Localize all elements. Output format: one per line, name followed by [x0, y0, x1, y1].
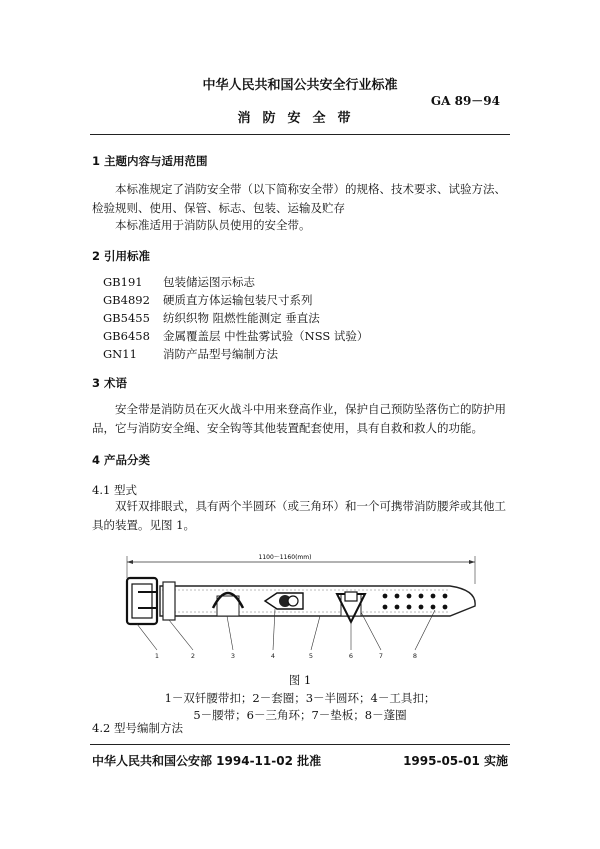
subsection-4-2-heading: 4.2 型号编制方法 — [92, 721, 183, 735]
callout-number: 7 — [378, 652, 384, 660]
reference-code: GB5455 — [103, 311, 150, 325]
reference-code: GN11 — [103, 347, 137, 361]
section-3-heading: 3 术语 — [92, 376, 128, 390]
figure-1-belt-drawing — [105, 548, 495, 663]
standard-code: GA 89－94 — [430, 94, 500, 108]
callout-number: 6 — [348, 652, 354, 660]
reference-title: 硬质直方体运输包装尺寸系列 — [163, 293, 313, 307]
implementation-date: 1995-05-01 实施 — [403, 754, 508, 768]
reference-title: 纺织织物 阻燃性能测定 垂直法 — [163, 311, 320, 325]
callout-number: 5 — [308, 652, 314, 660]
callout-number: 1 — [154, 652, 160, 660]
reference-item — [103, 273, 255, 292]
reference-code: GB6458 — [103, 329, 150, 343]
reference-title: 金属覆盖层 中性盐雾试验（NSS 试验） — [163, 329, 369, 343]
callout-number: 8 — [412, 652, 418, 660]
reference-title: 包装储运图示标志 — [163, 275, 255, 289]
section-3-paragraph: 安全带是消防员在灭火战斗中用来登高作业，保护自己预防坠落伤亡的防护用品，它与消防安全绳、安全钩等其他装置配套使用，具有自救和救人的功能。 — [92, 402, 506, 435]
section-1-paragraph-1: 本标准规定了消防安全带（以下简称安全带）的规格、技术要求、试验方法、检验规则、使用、保管、标志、包装、运输及贮存 — [92, 182, 506, 215]
section-1-heading: 1 主题内容与适用范围 — [92, 154, 208, 168]
figure-1-legend-line-1: 1－双钎腰带扣；2－套圈；3－半圆环；4－工具扣； — [164, 691, 436, 705]
reference-item — [103, 291, 313, 310]
callout-number: 2 — [190, 652, 196, 660]
reference-item — [103, 327, 368, 346]
footer-divider — [90, 744, 510, 745]
reference-code: GB4892 — [103, 293, 150, 307]
dimension-label: 1100～1160(mm) — [258, 554, 312, 561]
standard-title: 中华人民共和国公共安全行业标准 — [202, 78, 398, 93]
reference-item — [103, 309, 320, 328]
subsection-4-1-paragraph: 双钎双排眼式，具有两个半圆环（或三角环）和一个可携带消防腰斧或其他工具的装置。见图 1。 — [92, 499, 506, 532]
subsection-4-1-heading: 4.1 型式 — [92, 483, 137, 497]
reference-title: 消防产品型号编制方法 — [163, 347, 278, 361]
dimension-arrow-left — [127, 560, 133, 564]
document-title: 消防安全带 — [237, 111, 363, 126]
header-divider — [90, 134, 510, 135]
figure-1-legend-line-2: 5－腰带；6－三角环；7－垫板；8－蓬圈 — [193, 708, 407, 722]
dimension-arrow-right — [469, 560, 475, 564]
approval-statement: 中华人民共和国公安部 1994-11-02 批准 — [92, 754, 322, 768]
section-4-heading: 4 产品分类 — [92, 453, 151, 467]
half-ring-base — [217, 596, 239, 616]
waist-belt — [160, 586, 475, 616]
tool-holder-rivet — [288, 596, 298, 606]
section-2-heading: 2 引用标准 — [92, 249, 151, 263]
belt-keeper-loop — [163, 582, 175, 620]
reference-code: GB191 — [103, 275, 143, 289]
section-1-paragraph-2: 本标准适用于消防队员使用的安全带。 — [115, 218, 311, 232]
reference-item — [103, 345, 278, 364]
triangle-ring-clip — [345, 592, 357, 601]
callout-number: 3 — [230, 652, 236, 660]
callout-number: 4 — [270, 652, 276, 660]
figure-1-title: 图 1 — [288, 673, 312, 687]
